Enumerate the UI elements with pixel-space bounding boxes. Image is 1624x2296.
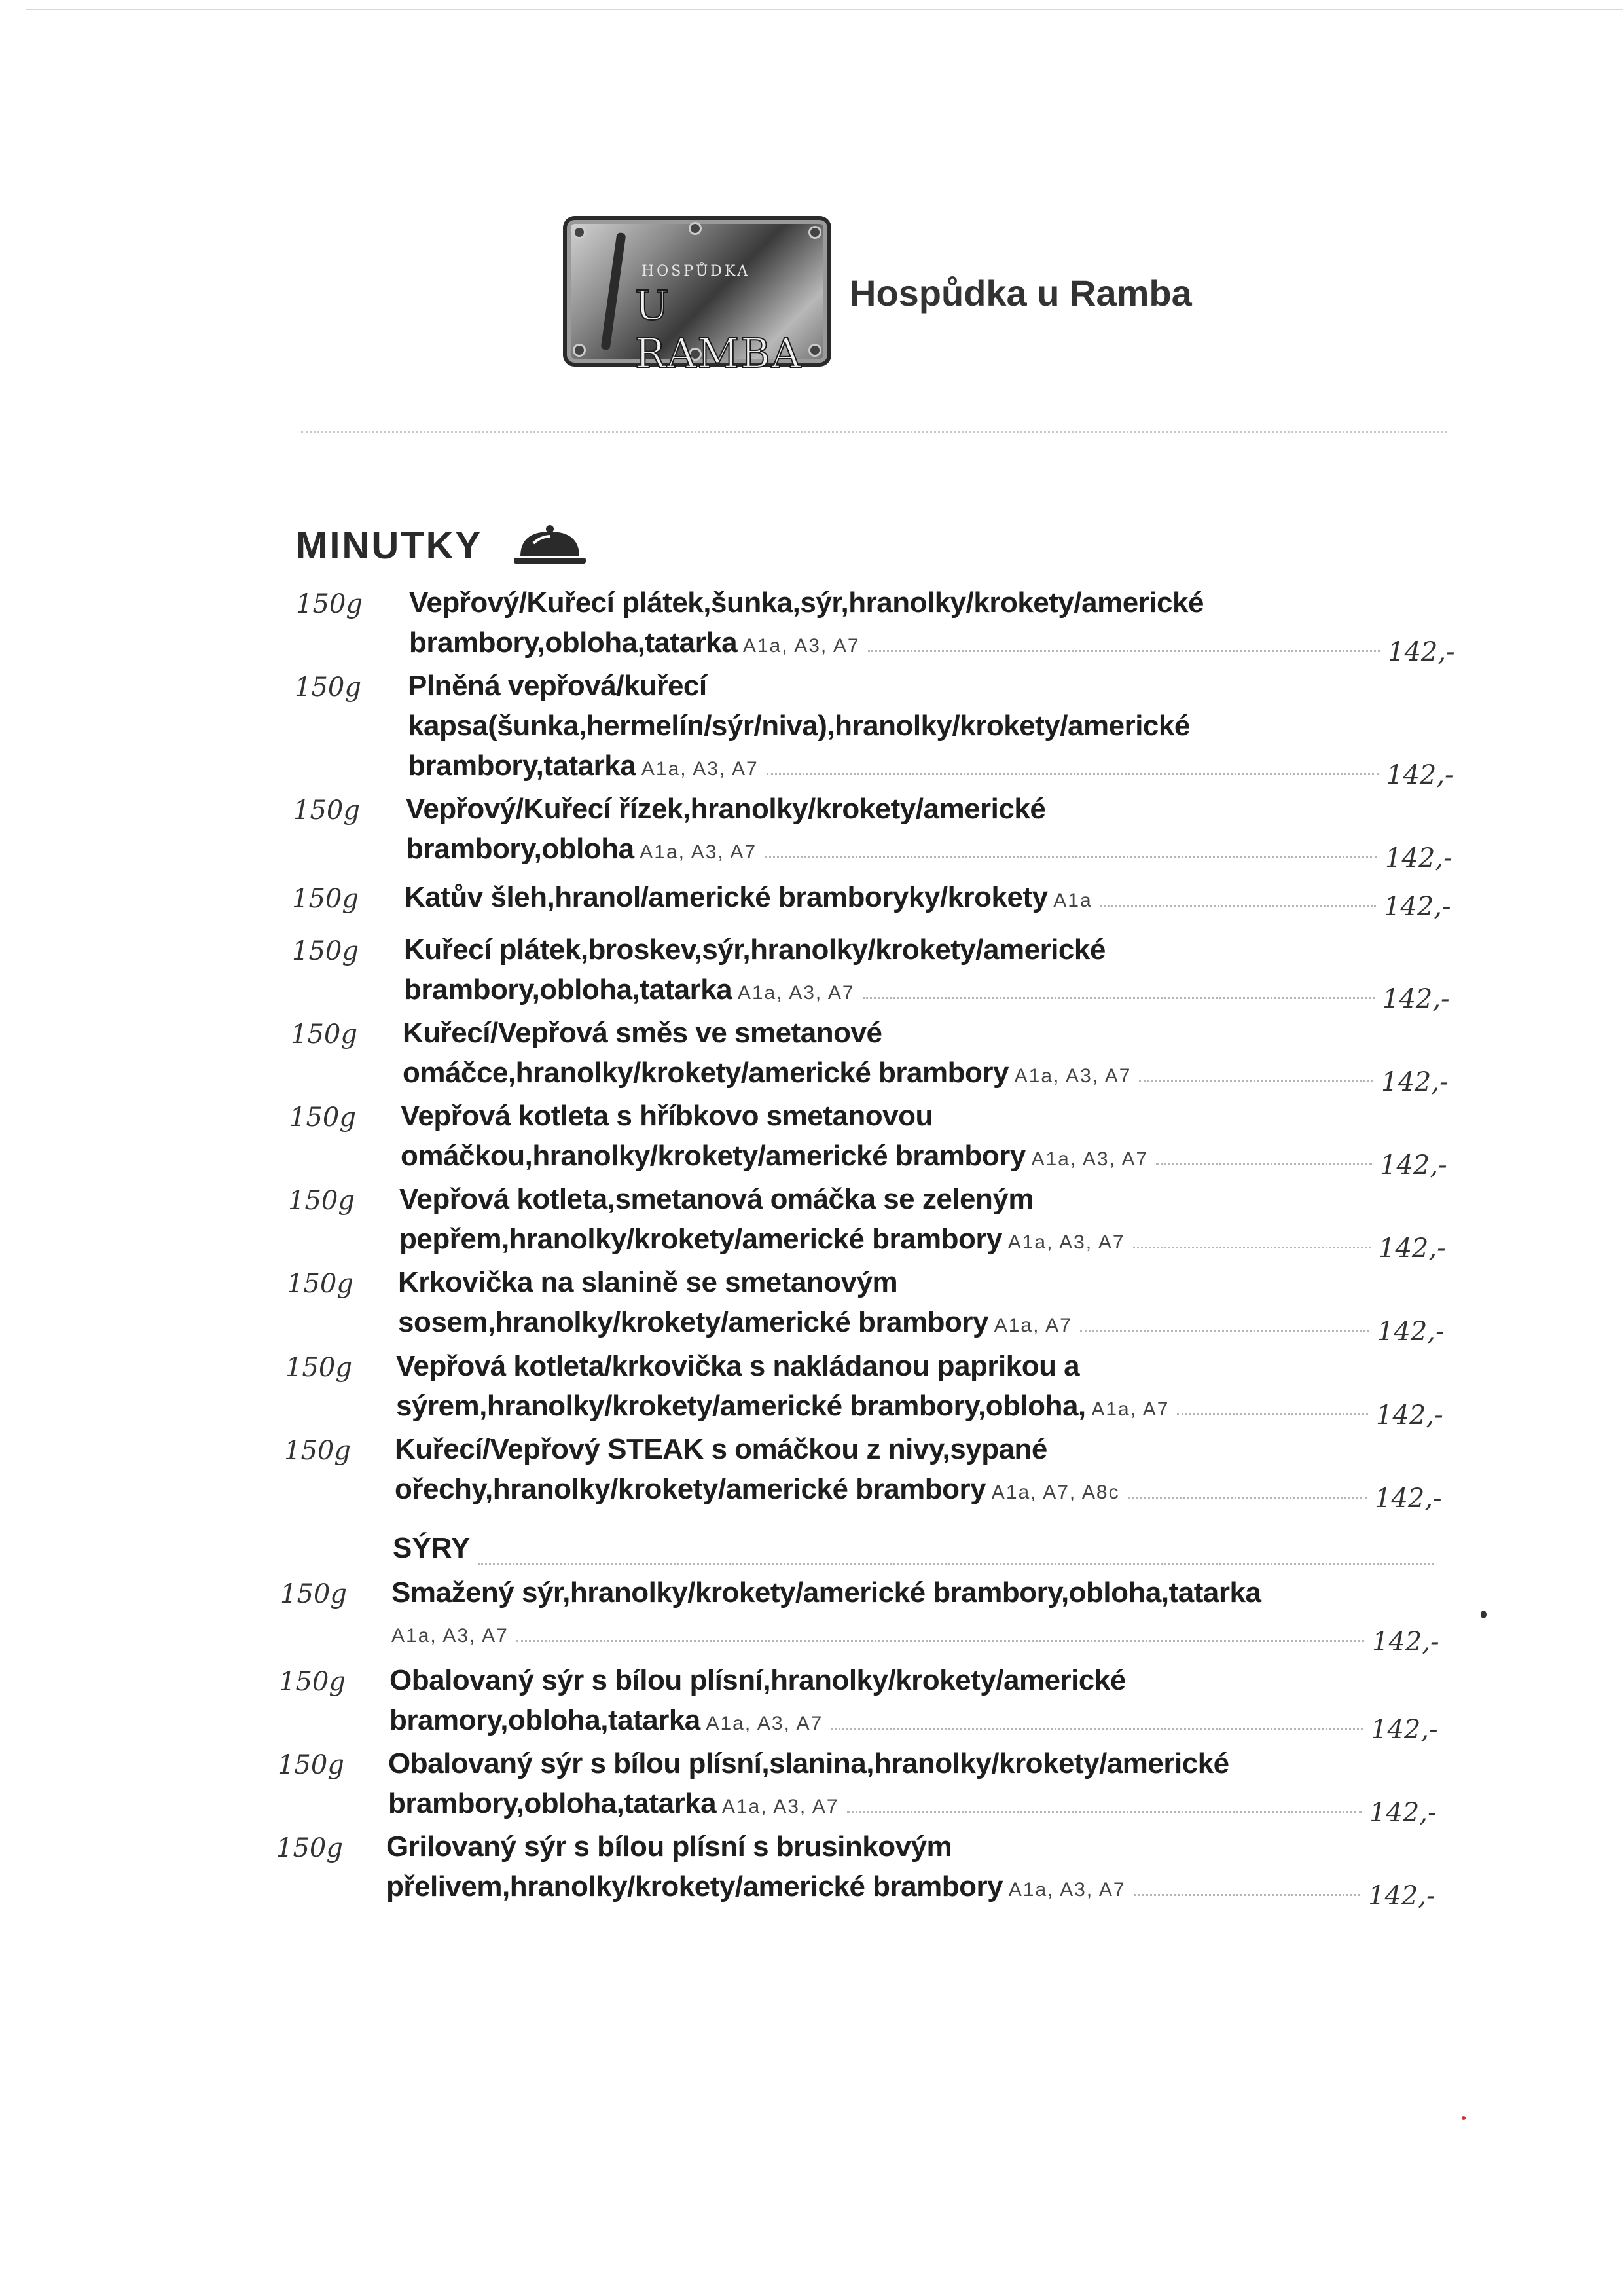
item-allergens: A1a, A3, A7 [1002, 1231, 1125, 1253]
item-description [386, 1827, 1355, 1910]
item-description-line [408, 746, 1373, 789]
item-description-line [396, 1346, 1363, 1386]
price-leader [516, 1640, 1364, 1642]
item-description-line [409, 623, 1375, 666]
item-weight: 150g [293, 795, 360, 826]
item-allergens: A1a, A3, A7 [700, 1713, 823, 1734]
item-allergens: A1a, A7 [1085, 1398, 1170, 1420]
scan-speck [1481, 1611, 1487, 1618]
item-allergens: A1a, A7, A8c [986, 1482, 1120, 1503]
item-description-text: Obalovaný sýr s bílou plísní,slanina,hranolky/krokety/americké [388, 1747, 1229, 1779]
item-description-line [401, 1096, 1367, 1136]
item-price: 142,- [1386, 760, 1454, 790]
item-weight: 150g [296, 589, 363, 619]
item-description-text: Kuřecí/Vepřový STEAK s omáčkou z nivy,sypané [395, 1433, 1047, 1465]
item-description [398, 1262, 1364, 1345]
subsection-title: SÝRY [393, 1532, 471, 1564]
item-description-line [398, 1302, 1364, 1345]
item-description-text: Smažený sýr,hranolky/krokety/americké brambory,obloha,tatarka [391, 1576, 1261, 1609]
item-allergens: A1a, A7 [988, 1315, 1072, 1336]
item-description-text: bramory,obloha,tatarka [389, 1704, 700, 1736]
item-price: 142,- [1381, 1067, 1449, 1097]
logo-small-text: HOSPŮDKA [641, 263, 751, 280]
item-allergens: A1a, A3, A7 [737, 635, 860, 657]
item-description-text: Vepřová kotleta,smetanová omáčka se zeleným [399, 1183, 1034, 1215]
item-description [395, 1429, 1362, 1512]
item-description-text: brambory,tatarka [408, 750, 636, 782]
scan-speck [1462, 2116, 1466, 2120]
item-description-line [409, 583, 1375, 623]
item-allergens: A1a [1047, 890, 1092, 911]
item-weight: 150g [287, 1269, 353, 1299]
item-description-text: Kuřecí/Vepřová směs ve smetanové [403, 1017, 882, 1049]
item-price: 142,- [1368, 1881, 1435, 1911]
price-leader [767, 773, 1379, 775]
item-description-text: sýrem,hranolky/krokety/americké brambory,obloha, [396, 1390, 1086, 1422]
item-description-line [406, 789, 1372, 829]
scan-edge-line [26, 9, 1623, 10]
item-description [396, 1346, 1363, 1429]
item-description-line [403, 1013, 1368, 1053]
price-leader [1156, 1163, 1372, 1165]
item-description-line [388, 1743, 1356, 1783]
item-description-line [388, 1783, 1356, 1827]
item-weight: 150g [285, 1353, 352, 1383]
header-separator [301, 431, 1447, 433]
item-description-line [401, 1136, 1367, 1179]
item-description-line [395, 1429, 1362, 1469]
price-leader [831, 1728, 1363, 1730]
item-weight: 150g [276, 1833, 343, 1863]
item-description-line [399, 1219, 1365, 1262]
item-description-text: sosem,hranolky/krokety/americké brambory [398, 1306, 989, 1338]
item-description [404, 930, 1369, 1013]
item-allergens: A1a, A3, A7 [1003, 1879, 1126, 1901]
item-price: 142,- [1382, 984, 1450, 1014]
item-description-text: ořechy,hranolky/krokety/americké brambory [395, 1473, 986, 1505]
item-weight: 150g [295, 672, 361, 702]
item-description-text: Katův šleh,hranol/americké bramboryky/krokety [405, 881, 1048, 913]
item-price: 142,- [1376, 1400, 1443, 1430]
item-description [399, 1179, 1365, 1262]
logo-big-text: U RAMBA [635, 282, 803, 377]
item-description-line [389, 1660, 1358, 1700]
item-description-text: Vepřová kotleta/krkovička s nakládanou paprikou a [396, 1350, 1080, 1382]
item-weight: 150g [292, 936, 359, 966]
item-weight: 150g [284, 1436, 351, 1466]
price-leader [863, 997, 1375, 999]
item-price: 142,- [1371, 1715, 1438, 1745]
item-allergens: A1a, A3, A7 [634, 841, 757, 863]
item-description-text: Vepřový/Kuřecí plátek,šunka,sýr,hranolky/krokety/americké [409, 587, 1204, 619]
price-leader [1139, 1080, 1373, 1082]
restaurant-logo [563, 216, 831, 377]
item-description-text: Plněná vepřová/kuřecí [408, 670, 707, 702]
item-allergens: A1a, A3, A7 [636, 758, 759, 780]
item-description-text: brambory,obloha,tatarka [388, 1787, 717, 1819]
price-leader [1134, 1894, 1360, 1896]
item-price: 142,- [1377, 1317, 1445, 1347]
item-allergens: A1a, A3, A7 [716, 1796, 839, 1817]
item-description [403, 1013, 1368, 1096]
price-leader [1100, 905, 1376, 907]
item-weight: 150g [292, 884, 359, 914]
item-price: 142,- [1375, 1484, 1442, 1514]
price-leader [847, 1811, 1362, 1813]
item-price: 142,- [1372, 1627, 1439, 1657]
item-description-text: kapsa(šunka,hermelín/sýr/niva),hranolky/krokety/americké [408, 710, 1190, 742]
price-leader [1080, 1330, 1369, 1332]
item-weight: 150g [291, 1019, 357, 1049]
item-description-line [391, 1573, 1359, 1613]
item-price: 142,- [1380, 1150, 1447, 1180]
item-description-text: Krkovička na slanině se smetanovým [398, 1266, 898, 1298]
restaurant-name: Hospůdka u Ramba [850, 272, 1192, 314]
item-description-line [404, 970, 1369, 1013]
item-description [408, 666, 1373, 789]
item-description-line [406, 829, 1372, 872]
price-leader [765, 856, 1377, 858]
item-description-line [389, 1700, 1358, 1743]
item-description-line [398, 1262, 1364, 1302]
knife-icon [601, 232, 626, 350]
item-allergens: A1a, A3, A7 [732, 982, 855, 1004]
item-description-text: brambory,obloha,tatarka [409, 627, 738, 659]
item-description-line [395, 1469, 1362, 1512]
cloche-icon [514, 524, 586, 566]
item-allergens: A1a, A3, A7 [391, 1625, 509, 1647]
price-leader [868, 650, 1380, 652]
item-description-line [404, 930, 1369, 970]
item-description-line [408, 666, 1373, 706]
item-description-text: brambory,obloha,tatarka [404, 974, 732, 1006]
item-description-line [396, 1386, 1363, 1429]
item-weight: 150g [280, 1579, 347, 1609]
subsection-leader [478, 1563, 1434, 1565]
section-title: MINUTKY [296, 524, 483, 567]
item-description-line [408, 706, 1373, 746]
item-weight: 150g [288, 1186, 355, 1216]
item-description-line [405, 877, 1371, 920]
header [563, 216, 1414, 377]
item-description-text: omáčce,hranolky/krokety/americké brambory [403, 1057, 1009, 1089]
item-description-line [403, 1053, 1368, 1096]
price-leader [1177, 1413, 1368, 1415]
item-weight: 150g [279, 1667, 346, 1697]
item-description [405, 877, 1371, 920]
item-description-text: Kuřecí plátek,broskev,sýr,hranolky/krokety/americké [404, 934, 1106, 966]
item-description [406, 789, 1372, 872]
price-leader [1128, 1497, 1367, 1499]
item-description-text: omáčkou,hranolky/krokety/americké brambory [401, 1140, 1026, 1172]
item-description-text: Vepřová kotleta s hříbkovo smetanovou [401, 1100, 933, 1132]
item-allergens: A1a, A3, A7 [1025, 1148, 1149, 1170]
price-leader [1133, 1247, 1371, 1248]
item-description-text: brambory,obloha [406, 833, 634, 865]
item-description-text: Grilovaný sýr s bílou plísní s brusinkovým [386, 1831, 952, 1863]
item-description-text: přelivem,hranolky/krokety/americké brambory [386, 1870, 1003, 1903]
item-price: 142,- [1385, 843, 1453, 873]
item-description-text: pepřem,hranolky/krokety/americké brambory [399, 1223, 1003, 1255]
item-price: 142,- [1369, 1798, 1437, 1828]
item-description-line [399, 1179, 1365, 1219]
item-weight: 150g [278, 1750, 344, 1780]
item-price: 142,- [1379, 1233, 1446, 1264]
item-price: 142,- [1388, 637, 1455, 667]
item-description-text: Vepřový/Kuřecí řízek,hranolky/krokety/americké [406, 793, 1046, 825]
item-description [401, 1096, 1367, 1179]
item-description-text: Obalovaný sýr s bílou plísní,hranolky/krokety/americké [389, 1664, 1126, 1696]
item-description-line [386, 1867, 1355, 1910]
item-description [409, 583, 1375, 666]
item-description [389, 1660, 1358, 1743]
item-price: 142,- [1384, 892, 1451, 922]
item-description [388, 1743, 1356, 1827]
item-description [391, 1573, 1359, 1656]
item-allergens: A1a, A3, A7 [1008, 1065, 1132, 1087]
item-weight: 150g [289, 1102, 356, 1133]
item-description-line [386, 1827, 1355, 1867]
item-description-line [391, 1613, 1359, 1656]
